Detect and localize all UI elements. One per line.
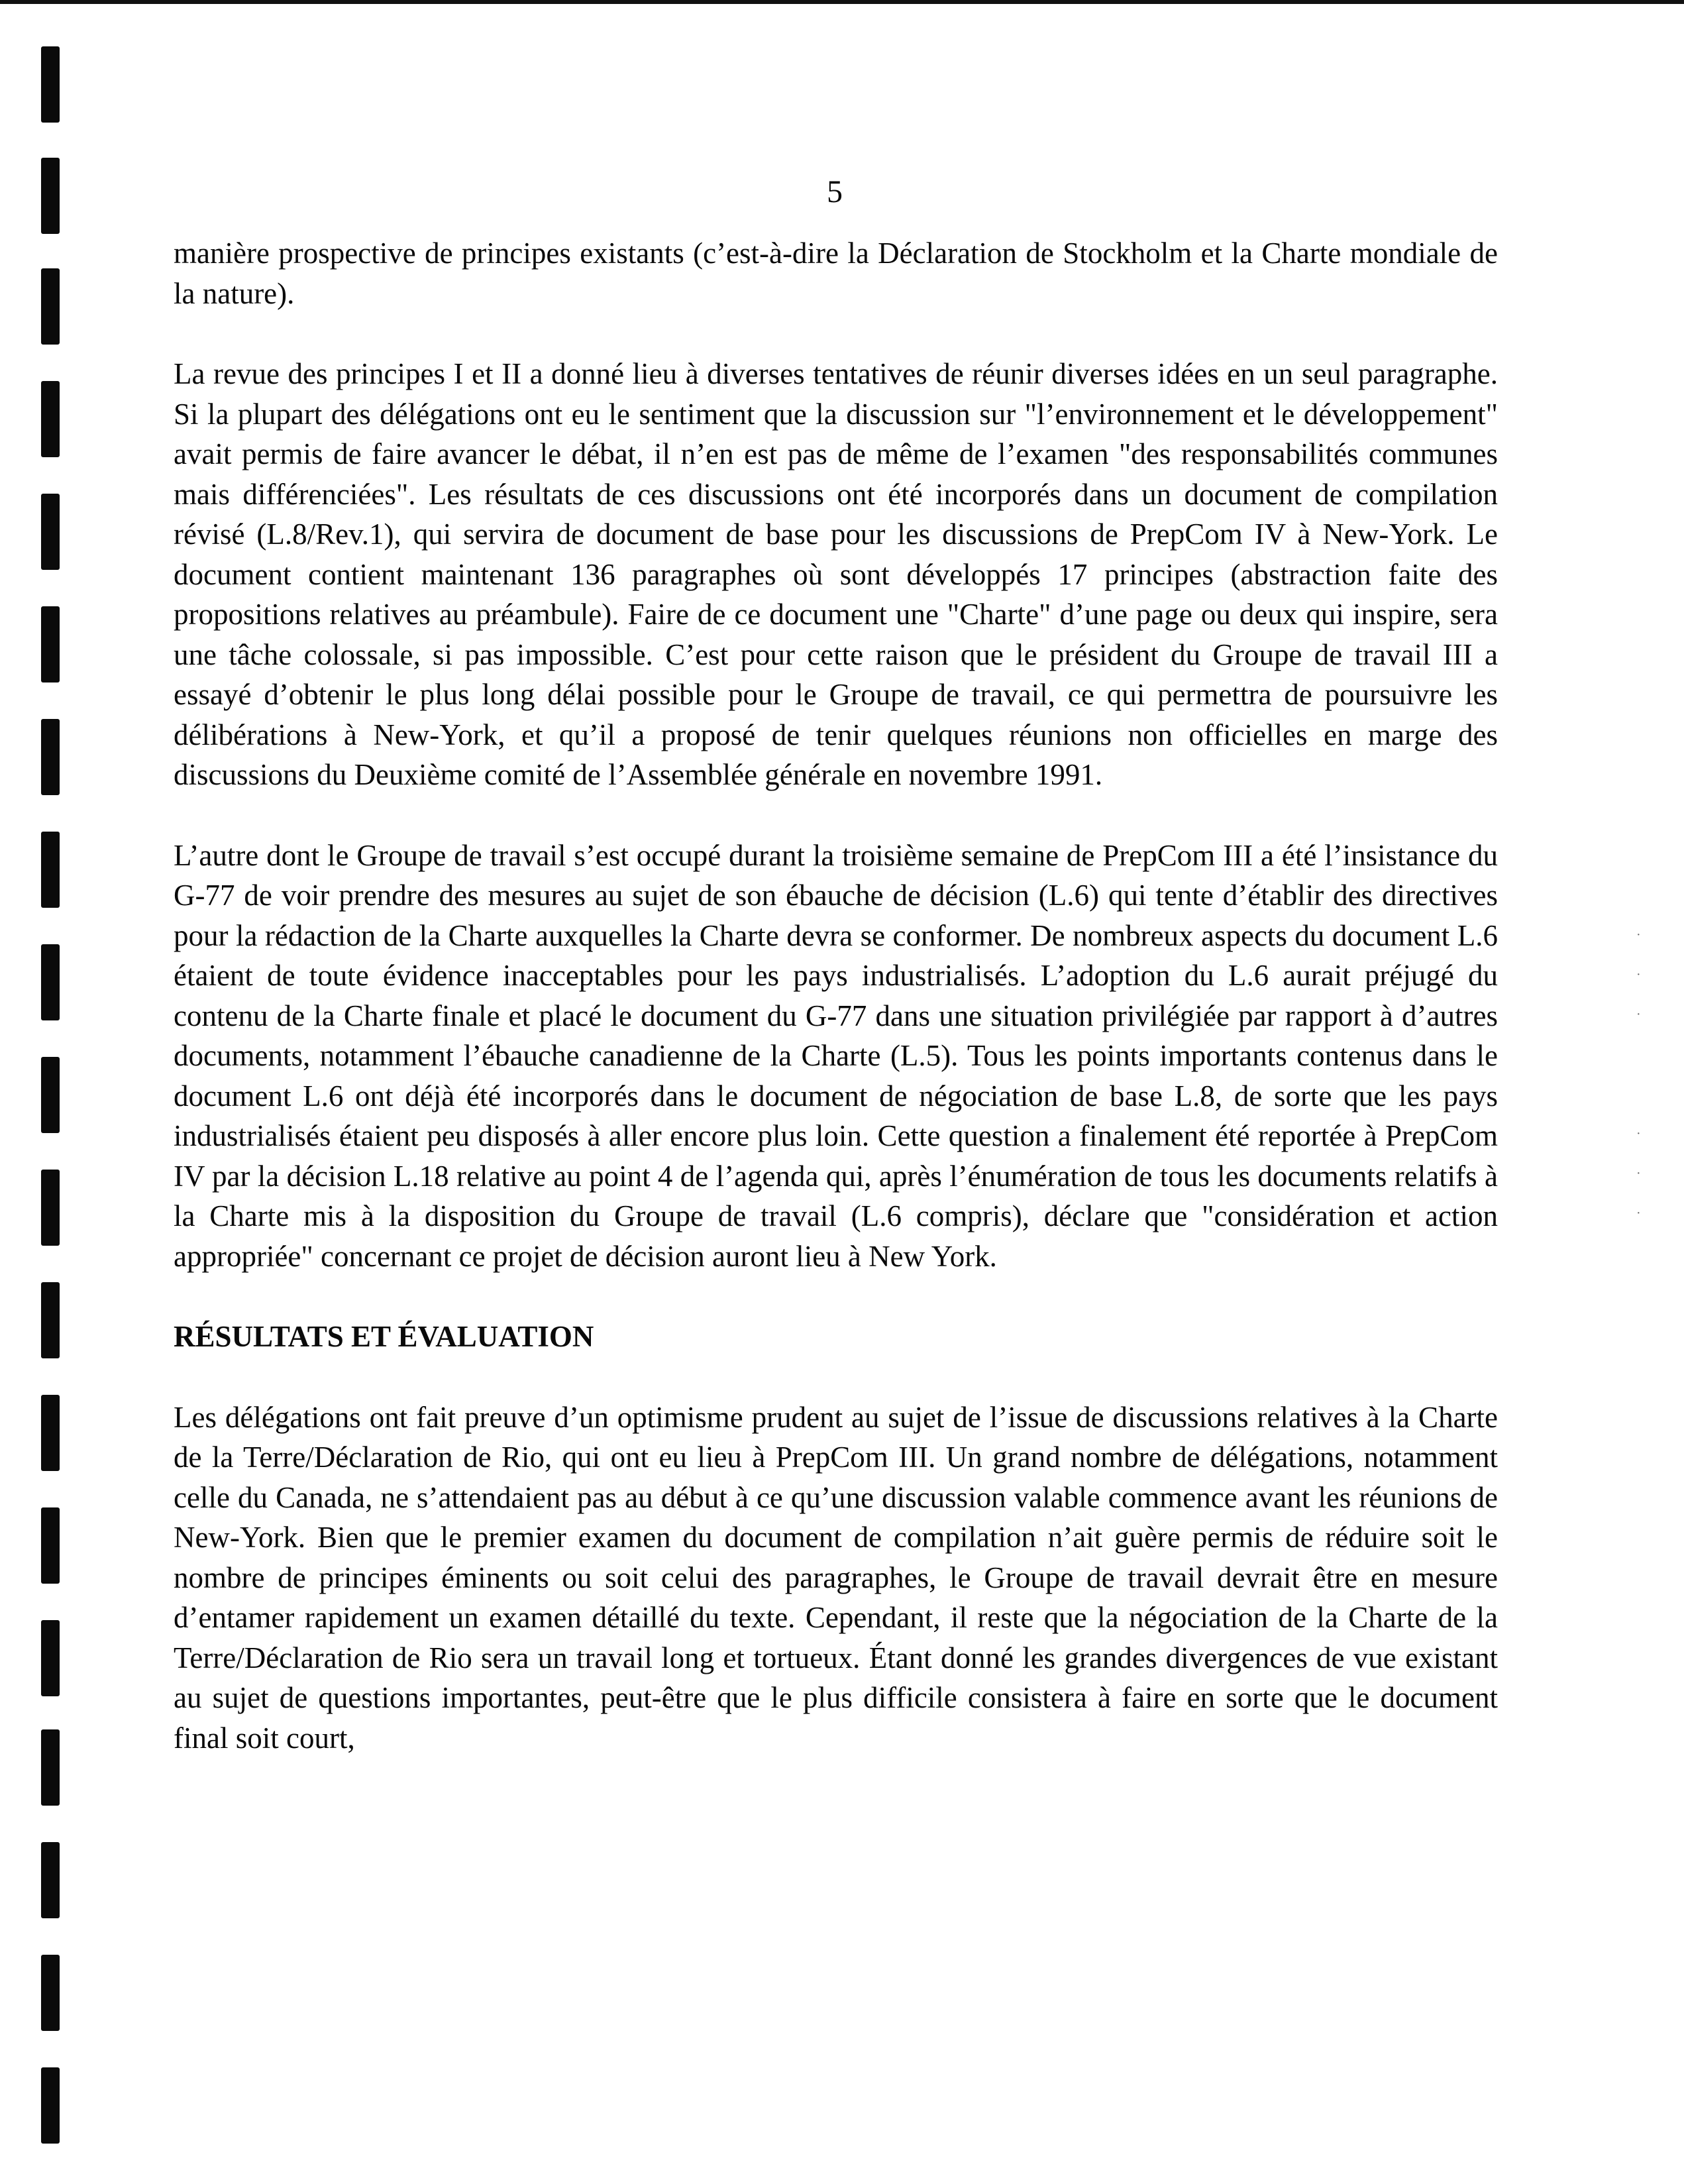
scan-speck: · (1636, 1126, 1641, 1141)
binding-holes (41, 0, 68, 2184)
binding-hole (41, 381, 60, 457)
paragraph: manière prospective de principes existants (c’est-à-dire la Déclaration de Stockholm et la Charte mondiale de la nature). (174, 237, 1498, 310)
scan-speck: · (1636, 1166, 1641, 1181)
binding-hole (41, 1282, 60, 1358)
binding-hole (41, 832, 60, 908)
scan-speck: · (1636, 1206, 1641, 1221)
document-body (174, 233, 1498, 1798)
binding-hole (41, 1395, 60, 1471)
binding-hole (41, 1057, 60, 1133)
page-number: 5 (827, 174, 843, 209)
paragraph: La revue des principes I et II a donné lieu à diverses tentatives de réunir diverses idées en un seul paragraphe. Si la plupart des délégations ont eu le sentiment que la discussion sur "l’environnement et le développement" avait permis de faire avancer le débat, il n’en est pas de même de l’examen "des responsabilités communes mais différenciées". Les résultats de ces discussions ont été incorporés dans un document de compilation révisé (L.8/Rev.1), qui servira de document de base pour les discussions de PrepCom IV à New-York. Le document contient maintenant 136 paragraphes où sont développés 17 principes (abstraction faite des propositions relatives au préambule). Faire de ce document une "Charte" d’une page ou deux qui inspire, sera une tâche colossale, si pas impossible. C’est pour cette raison que le président du Groupe de travail III a essayé d’obtenir le plus long délai possible pour le Groupe de travail, ce qui permettra de poursuivre les délibérations à New-York, et qu’il a proposé de tenir quelques réunions non officielles en marge des discussions du Deuxième comité de l’Assemblée générale en novembre 1991. (174, 357, 1498, 791)
binding-hole (41, 2067, 60, 2144)
binding-hole (41, 719, 60, 795)
binding-hole (41, 1955, 60, 2031)
section-heading: RÉSULTATS ET ÉVALUATION (174, 1320, 594, 1353)
binding-hole (41, 606, 60, 682)
paragraph: Les délégations ont fait preuve d’un optimisme prudent au sujet de l’issue de discussions relatives à la Charte de la Terre/Déclaration de Rio, qui ont eu lieu à PrepCom III. Un grand nombre de délégations, notamment celle du Canada, ne s’attendaient pas au début à ce qu’une discussion valable commence avant les réunions de New-York. Bien que le premier examen du document de compilation n’ait guère permis de réduire soit le nombre de principes éminents ou soit celui des paragraphes, le Groupe de travail devrait être en mesure d’entamer rapidement un examen détaillé du texte. Cependant, il reste que la négociation de la Charte de la Terre/Déclaration de Rio sera un travail long et tortueux. Étant donné les grandes divergences de vue existant au sujet de questions importantes, peut-être que le plus difficile consistera à faire en sorte que le document final soit court, (174, 1400, 1498, 1755)
binding-hole (41, 1729, 60, 1806)
binding-hole (41, 1842, 60, 1918)
binding-hole (41, 268, 60, 345)
top-edge-rule (0, 0, 1684, 4)
binding-hole (41, 1620, 60, 1696)
binding-hole (41, 944, 60, 1020)
scan-speck: · (1636, 928, 1641, 942)
binding-hole (41, 46, 60, 123)
scan-speck: · (1636, 1007, 1641, 1022)
binding-hole (41, 1507, 60, 1584)
binding-hole (41, 494, 60, 570)
paragraph: L’autre dont le Groupe de travail s’est occupé durant la troisième semaine de PrepCom III a été l’insistance du G-77 de voir prendre des mesures au sujet de son ébauche de décision (L.6) qui tente d’établir des directives pour la rédaction de la Charte auxquelles la Charte devra se conformer. De nombreux aspects du document L.6 étaient de toute évidence inacceptables pour les pays industrialisés. L’adoption du L.6 aurait préjugé du contenu de la Charte finale et placé le document du G-77 dans une situation privilégiée par rapport à d’autres documents, notamment l’ébauche canadienne de la Charte (L.5). Tous les points importants contenus dans le document L.6 ont déjà été incorporés dans le document de négociation de base L.8, de sorte que les pays industrialisés étaient peu disposés à aller encore plus loin. Cette question a finalement été reportée à PrepCom IV par la décision L.18 relative au point 4 de l’agenda qui, après l’énumération de tous les documents relatifs à la Charte mis à la disposition du Groupe de travail (L.6 compris), déclare que "considération et action appropriée" concernant ce projet de décision auront lieu à New York. (174, 838, 1498, 1273)
scan-speck: · (1636, 967, 1641, 982)
binding-hole (41, 1170, 60, 1246)
binding-hole (41, 158, 60, 234)
